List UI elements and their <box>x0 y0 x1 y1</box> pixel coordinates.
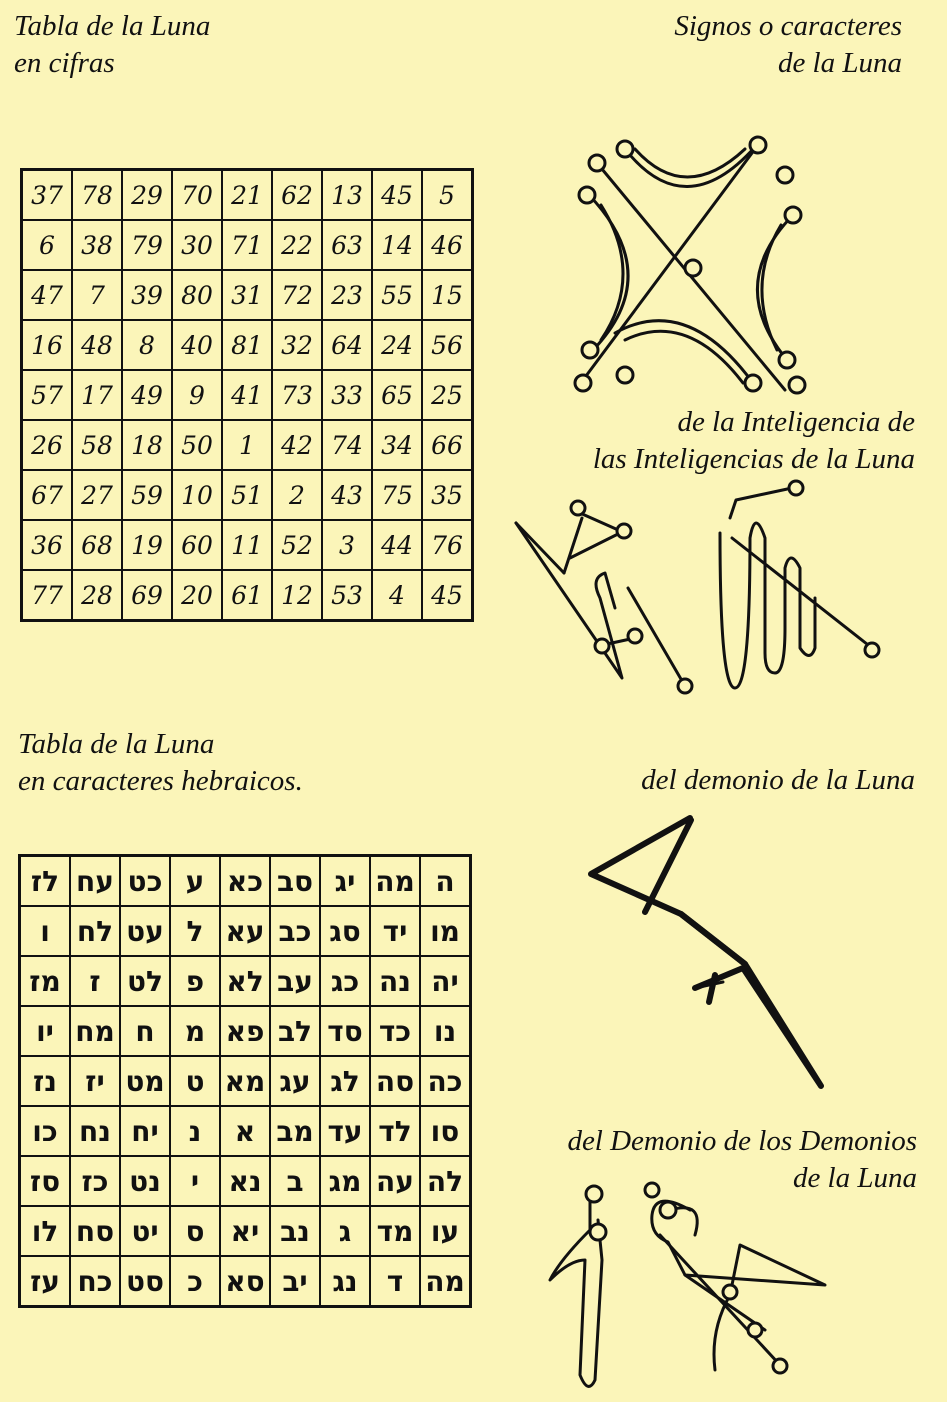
hebrew-row <box>20 1056 471 1106</box>
demon-of-demons-sigil <box>540 1180 840 1395</box>
caption-line: Signos o caracteres <box>674 10 902 42</box>
grid-cell: 42 <box>272 420 322 470</box>
grid-cell: עד <box>320 1106 370 1156</box>
grid-cell: 33 <box>322 370 372 420</box>
grid-cell: סט <box>120 1256 170 1307</box>
hebrew-row <box>20 1256 471 1307</box>
caption-line: Tabla de la Luna <box>18 728 215 760</box>
grid-cell: 14 <box>372 220 422 270</box>
hebrew-row <box>20 1206 471 1256</box>
grid-cell: 57 <box>22 370 73 420</box>
grid-cell: 81 <box>222 320 272 370</box>
grid-cell: עז <box>20 1256 71 1307</box>
grid-cell: 68 <box>72 520 122 570</box>
grid-cell: יד <box>370 906 420 956</box>
numbers-row <box>22 520 473 570</box>
grid-cell: נו <box>420 1006 471 1056</box>
caption-line: de la Luna <box>777 47 902 79</box>
grid-cell: לז <box>20 856 71 907</box>
grid-cell: לג <box>320 1056 370 1106</box>
grid-cell: 16 <box>22 320 73 370</box>
grid-cell: סה <box>370 1056 420 1106</box>
grid-cell: ט <box>170 1056 220 1106</box>
grid-cell: כ <box>170 1256 220 1307</box>
grid-cell: עה <box>370 1156 420 1206</box>
grid-cell: 58 <box>72 420 122 470</box>
grid-cell: נג <box>320 1256 370 1307</box>
grid-cell: 45 <box>422 570 473 621</box>
grid-cell: ס <box>170 1206 220 1256</box>
grid-cell: 43 <box>322 470 372 520</box>
grid-cell: 73 <box>272 370 322 420</box>
grid-cell: 30 <box>172 220 222 270</box>
grid-cell: 3 <box>322 520 372 570</box>
grid-cell: 31 <box>222 270 272 320</box>
hebrew-row <box>20 906 471 956</box>
signs-caption <box>674 8 902 82</box>
grid-cell: 6 <box>22 220 73 270</box>
grid-cell: 21 <box>222 170 272 221</box>
caption-line: las Inteligencias de la Luna <box>592 443 915 475</box>
grid-cell: נ <box>170 1106 220 1156</box>
grid-cell: לד <box>370 1106 420 1156</box>
grid-cell: סו <box>420 1106 471 1156</box>
grid-cell: עג <box>270 1056 320 1106</box>
grid-cell: יז <box>70 1056 120 1106</box>
grid-cell: 26 <box>22 420 73 470</box>
grid-cell: 10 <box>172 470 222 520</box>
intelligence-caption <box>593 404 915 478</box>
grid-cell: נה <box>370 956 420 1006</box>
grid-cell: מט <box>120 1056 170 1106</box>
grid-cell: כא <box>220 856 270 907</box>
numbers-row <box>22 370 473 420</box>
grid-cell: 53 <box>322 570 372 621</box>
grid-cell: 64 <box>322 320 372 370</box>
grid-cell: כב <box>270 906 320 956</box>
grid-cell: 65 <box>372 370 422 420</box>
demon-caption <box>641 762 915 799</box>
grid-cell: ג <box>320 1206 370 1256</box>
hebrew-row <box>20 956 471 1006</box>
grid-cell: 4 <box>372 570 422 621</box>
hebrew-magic-square <box>18 854 472 1308</box>
grid-cell: כז <box>70 1156 120 1206</box>
grid-cell: 29 <box>122 170 172 221</box>
grid-cell: 40 <box>172 320 222 370</box>
grid-cell: 55 <box>372 270 422 320</box>
grid-cell: מא <box>220 1056 270 1106</box>
hebrew-row <box>20 1156 471 1206</box>
grid-cell: לט <box>120 956 170 1006</box>
grid-cell: נח <box>70 1106 120 1156</box>
grid-cell: 79 <box>122 220 172 270</box>
hebrew-row <box>20 1006 471 1056</box>
grid-cell: 35 <box>422 470 473 520</box>
caption-line: Tabla de la Luna <box>14 10 211 42</box>
grid-cell: מד <box>370 1206 420 1256</box>
numbers-row <box>22 320 473 370</box>
numbers-row <box>22 570 473 621</box>
grid-cell: 80 <box>172 270 222 320</box>
grid-cell: 69 <box>122 570 172 621</box>
grid-cell: 24 <box>372 320 422 370</box>
grid-cell: עא <box>220 906 270 956</box>
grid-cell: 59 <box>122 470 172 520</box>
grid-cell: לה <box>420 1156 471 1206</box>
grid-cell: עט <box>120 906 170 956</box>
grid-cell: 67 <box>22 470 73 520</box>
grid-cell: סא <box>220 1256 270 1307</box>
grid-cell: 8 <box>122 320 172 370</box>
grid-cell: 17 <box>72 370 122 420</box>
grid-cell: מב <box>270 1106 320 1156</box>
hebrew-row <box>20 856 471 907</box>
grid-cell: 22 <box>272 220 322 270</box>
grid-cell: יג <box>320 856 370 907</box>
caption-line: del Demonio de los Demonios <box>567 1125 917 1157</box>
grid-cell: 20 <box>172 570 222 621</box>
grid-cell: 7 <box>72 270 122 320</box>
grid-cell: עב <box>270 956 320 1006</box>
grid-cell: 9 <box>172 370 222 420</box>
grid-cell: מז <box>20 956 71 1006</box>
grid-cell: כח <box>70 1256 120 1307</box>
grid-cell: סז <box>20 1156 71 1206</box>
grid-cell: 12 <box>272 570 322 621</box>
grid-cell: מ <box>170 1006 220 1056</box>
grid-cell: סח <box>70 1206 120 1256</box>
grid-cell: יב <box>270 1256 320 1307</box>
grid-cell: 25 <box>422 370 473 420</box>
grid-cell: 49 <box>122 370 172 420</box>
numbers-table-caption <box>14 8 210 82</box>
grid-cell: 36 <box>22 520 73 570</box>
grid-cell: 72 <box>272 270 322 320</box>
grid-cell: 28 <box>72 570 122 621</box>
grid-cell: כג <box>320 956 370 1006</box>
grid-cell: כט <box>120 856 170 907</box>
grid-cell: 45 <box>372 170 422 221</box>
numbers-row <box>22 470 473 520</box>
grid-cell: ה <box>420 856 471 907</box>
grid-cell: מה <box>370 856 420 907</box>
hebrew-row <box>20 1106 471 1156</box>
grid-cell: נב <box>270 1206 320 1256</box>
grid-cell: 48 <box>72 320 122 370</box>
caption-line: de la Luna <box>792 1162 917 1194</box>
grid-cell: 76 <box>422 520 473 570</box>
grid-cell: 34 <box>372 420 422 470</box>
grid-cell: 51 <box>222 470 272 520</box>
grid-cell: לו <box>20 1206 71 1256</box>
grid-cell: 60 <box>172 520 222 570</box>
grid-cell: 46 <box>422 220 473 270</box>
numbers-magic-square <box>20 168 474 622</box>
grid-cell: ל <box>170 906 220 956</box>
numbers-row <box>22 220 473 270</box>
grid-cell: ב <box>270 1156 320 1206</box>
grid-cell: 1 <box>222 420 272 470</box>
grid-cell: כה <box>420 1056 471 1106</box>
grid-cell: 23 <box>322 270 372 320</box>
moon-signs-sigil <box>575 135 815 405</box>
grid-cell: 32 <box>272 320 322 370</box>
grid-cell: 5 <box>422 170 473 221</box>
grid-cell: 38 <box>72 220 122 270</box>
grid-cell: 78 <box>72 170 122 221</box>
grid-cell: עו <box>420 1206 471 1256</box>
grid-cell: פא <box>220 1006 270 1056</box>
caption-line: en caracteres hebraicos. <box>18 765 303 797</box>
grid-cell: סג <box>320 906 370 956</box>
grid-cell: לא <box>220 956 270 1006</box>
grid-cell: יט <box>120 1206 170 1256</box>
caption-line: en cifras <box>14 47 115 79</box>
grid-cell: ו <box>20 906 71 956</box>
grid-cell: 75 <box>372 470 422 520</box>
grid-cell: 2 <box>272 470 322 520</box>
grid-cell: 71 <box>222 220 272 270</box>
caption-line: de la Inteligencia de <box>677 406 915 438</box>
grid-cell: נט <box>120 1156 170 1206</box>
grid-cell: 19 <box>122 520 172 570</box>
grid-cell: לב <box>270 1006 320 1056</box>
grid-cell: 52 <box>272 520 322 570</box>
grid-cell: 63 <box>322 220 372 270</box>
grid-cell: מה <box>420 1256 471 1307</box>
grid-cell: א <box>220 1106 270 1156</box>
grid-cell: י <box>170 1156 220 1206</box>
grid-cell: נא <box>220 1156 270 1206</box>
grid-cell: 66 <box>422 420 473 470</box>
grid-cell: יא <box>220 1206 270 1256</box>
grid-cell: ד <box>370 1256 420 1307</box>
grid-cell: 41 <box>222 370 272 420</box>
numbers-row <box>22 270 473 320</box>
grid-cell: נז <box>20 1056 71 1106</box>
grid-cell: 11 <box>222 520 272 570</box>
grid-cell: 47 <box>22 270 73 320</box>
grid-cell: כו <box>20 1106 71 1156</box>
grid-cell: 70 <box>172 170 222 221</box>
grid-cell: 77 <box>22 570 73 621</box>
grid-cell: יח <box>120 1106 170 1156</box>
grid-cell: ח <box>120 1006 170 1056</box>
caption-line: del demonio de la Luna <box>641 764 915 796</box>
grid-cell: סד <box>320 1006 370 1056</box>
grid-cell: מח <box>70 1006 120 1056</box>
grid-cell: 18 <box>122 420 172 470</box>
grid-cell: ז <box>70 956 120 1006</box>
grid-cell: יו <box>20 1006 71 1056</box>
grid-cell: 62 <box>272 170 322 221</box>
numbers-row <box>22 420 473 470</box>
grid-cell: 15 <box>422 270 473 320</box>
hebrew-table-caption <box>18 726 303 800</box>
demon-sigil <box>585 810 835 1100</box>
grid-cell: מג <box>320 1156 370 1206</box>
grid-cell: 13 <box>322 170 372 221</box>
grid-cell: כד <box>370 1006 420 1056</box>
grid-cell: לח <box>70 906 120 956</box>
grid-cell: מו <box>420 906 471 956</box>
grid-cell: 44 <box>372 520 422 570</box>
grid-cell: 61 <box>222 570 272 621</box>
intelligence-sigil <box>510 478 900 708</box>
grid-cell: 56 <box>422 320 473 370</box>
grid-cell: פ <box>170 956 220 1006</box>
grid-cell: 37 <box>22 170 73 221</box>
grid-cell: עח <box>70 856 120 907</box>
grid-cell: ע <box>170 856 220 907</box>
grid-cell: 39 <box>122 270 172 320</box>
grid-cell: 74 <box>322 420 372 470</box>
grid-cell: סב <box>270 856 320 907</box>
grid-cell: 27 <box>72 470 122 520</box>
grid-cell: יה <box>420 956 471 1006</box>
numbers-row <box>22 170 473 221</box>
grid-cell: 50 <box>172 420 222 470</box>
